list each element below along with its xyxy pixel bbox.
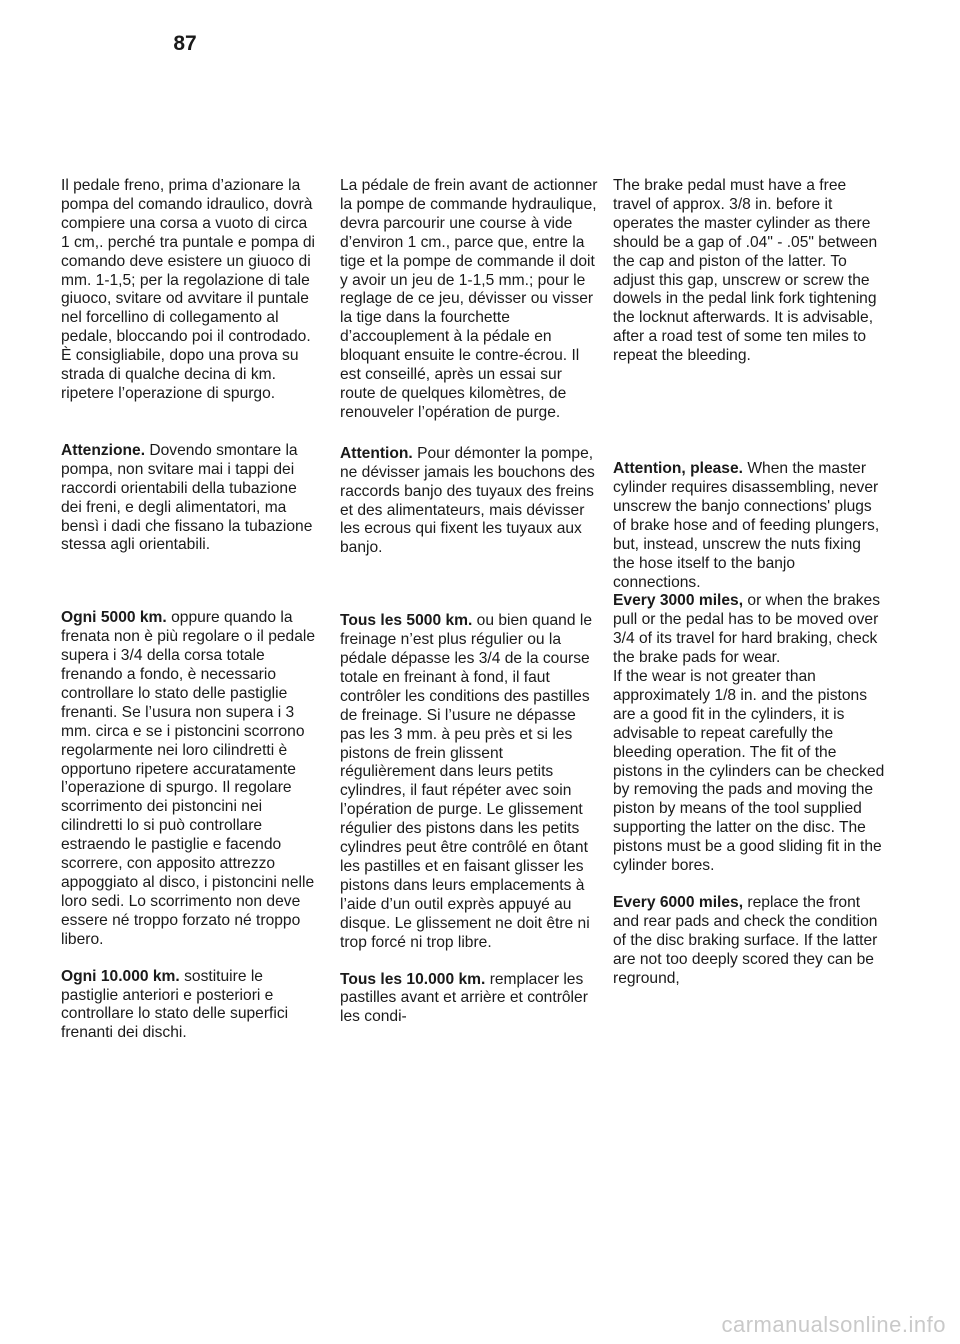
italian-10000-lead: Ogni 10.000 km. [61, 967, 180, 985]
italian-paragraph-10000 [61, 968, 319, 1044]
english-column [613, 177, 886, 989]
english-attention-lead: Attention, please. [613, 460, 743, 478]
french-paragraph-10000 [340, 971, 598, 1028]
french-paragraph-pedal: La pédale de frein avant de actionner la pompe de commande hydraulique, devra parcourir une course à vide d’environ 1 cm., parce que, entre la tige et la pompe de commande il doit y avoir un jeu de 1-1,5 mm.; pour le reglage de ce jeu, dévisser ou visser la tige dans la fourchette d’accouplement à la pédale en bloquant ensuite le contre-écrou. Il est conseillé, après un essai sur route de quelques kilomètres, de renouveler l’opération de purge. [340, 177, 598, 421]
italian-paragraph-pedal: Il pedale freno, prima d’azionare la pompa del comando idraulico, dovrà compiere una corsa a vuoto di circa 1 cm,. perché tra puntale e pompa di comando deve esistere un giuoco di mm. 1-1,5; per la regolazione di tale giuoco, svitare od avvitare il puntale nel forcellino di collegamento al pedale, bloccando poi il controdado. È consigliabile, dopo una prova su strada di qualche decina di km. ripetere l’operazione di spurgo. [61, 177, 315, 402]
english-3000-lead: Every 3000 miles, [613, 592, 744, 610]
italian-10000-text: sostituire le pastiglie anteriori e posteriori e controllare lo stato delle superfici frenanti dei dischi. [61, 967, 289, 1042]
italian-5000-lead: Ogni 5000 km. [61, 609, 167, 627]
english-3000-text: or when the brakes pull or the pedal has to be moved over 3/4 of its travel for hard braking, check the brake pads for wear. [613, 592, 881, 667]
page-number: 87 [173, 32, 197, 55]
watermark: carmanualsonline.info [721, 1312, 946, 1337]
english-paragraph-attention [613, 460, 886, 592]
italian-paragraph-5000 [61, 609, 319, 949]
english-paragraph-3000 [613, 592, 886, 668]
french-10000-lead: Tous les 10.000 km. [340, 970, 486, 988]
french-paragraph-attention [340, 445, 598, 558]
french-column [340, 177, 598, 1027]
english-paragraph-pedal: The brake pedal must have a free travel of approx. 3/8 in. before it operates the master cylinder as there should be a gap of .04" - .05" between the cap and piston of the latter. To adjust this gap, unscrew or screw the dowels in the pedal link fork tightening the locknut afterwards. It is advisable, after a road test of some ten miles to repeat the bleeding. [613, 177, 878, 365]
english-paragraph-wear: If the wear is not greater than approximately 1/8 in. and the pistons are a good fit in the cylinders, it is advisable to repeat carefully the bleeding operation. The fit of the pistons in the cylinders can be checked by removing the pads and moving the piston by means of the tool supplied supporting the latter on the disc. The pistons must be a good sliding fit in the cylinder bores. [613, 668, 885, 875]
italian-column [61, 177, 319, 1043]
english-paragraph-6000 [613, 894, 886, 989]
french-attention-lead: Attention. [340, 444, 413, 462]
english-6000-text: replace the front and rear pads and check the condition of the disc braking surface. If the latter are not too deeply scored they can be reground, [613, 894, 878, 987]
french-attention-text: Pour démonter la pompe, ne dévisser jamais les bouchons des raccords banjo des tuyaux des freins et des alimentateurs, mais dévisser les ecrous qui fixent les tuyaux aux banjo. [340, 444, 595, 557]
italian-5000-text: oppure quando la frenata non è più regolare o il pedale supera i 3/4 della corsa totale frenando a fondo, è necessario controllare lo stato delle pastiglie frenanti. Se l’usura non supera i 3 mm. circa e se i pistoncini scorrono regolarmente nei loro cilindretti è opportuno ripetere accuratamente l’operazione di spurgo. Il regolare scorrimento dei pistoncini nei cilindretti lo si può controllare estraendo le pastiglie e facendo scorrere, con apposito attrezzo appoggiato al disco, i pistoncini nelle loro sedi. Lo scorrimento non deve essere né troppo forzato né troppo libero. [61, 609, 316, 948]
english-6000-lead: Every 6000 miles, [613, 894, 744, 911]
french-10000-text: remplacer les pastilles avant et arrière et contrôler les condi- [340, 970, 588, 1026]
italian-paragraph-attention [61, 442, 319, 555]
english-attention-text: When the master cylinder requires disassembling, never unscrew the banjo connections' plugs of brake hose and of feeding plungers, but, instead, unscrew the nuts fixing the hose itself to the banjo connections. [613, 460, 880, 591]
italian-attention-text: Dovendo smontare la pompa, non svitare mai i tappi dei raccordi orientabili della tubazione dei freni, e degli alimentatori, ma bensì i dadi che fissano la tubazione stessa agli orientabili. [61, 441, 313, 554]
french-5000-text: ou bien quand le freinage n’est plus régulier ou la pédale dépasse les 3/4 de la course totale en freinant à fond, il faut contrôler les conditions des pastilles de freinage. Si l’usure ne dépasse pas les 3 mm. à peu près et si les pistons de frein glissent régulièrement dans leurs petits cylindres, il faut répéter avec soin l’opération de purge. Le glissement régulier des pistons dans les petits cylindres peut être contrôlé en ôtant les pastilles et en faisant glisser les pistons dans leurs emplacements à l’aide d’un outil exprès appuyé au disque. Le glissement ne doit être ni trop forcé ni trop libre. [340, 612, 592, 951]
french-paragraph-5000 [340, 612, 598, 952]
italian-attention-lead: Attenzione. [61, 441, 146, 459]
french-5000-lead: Tous les 5000 km. [340, 612, 473, 630]
